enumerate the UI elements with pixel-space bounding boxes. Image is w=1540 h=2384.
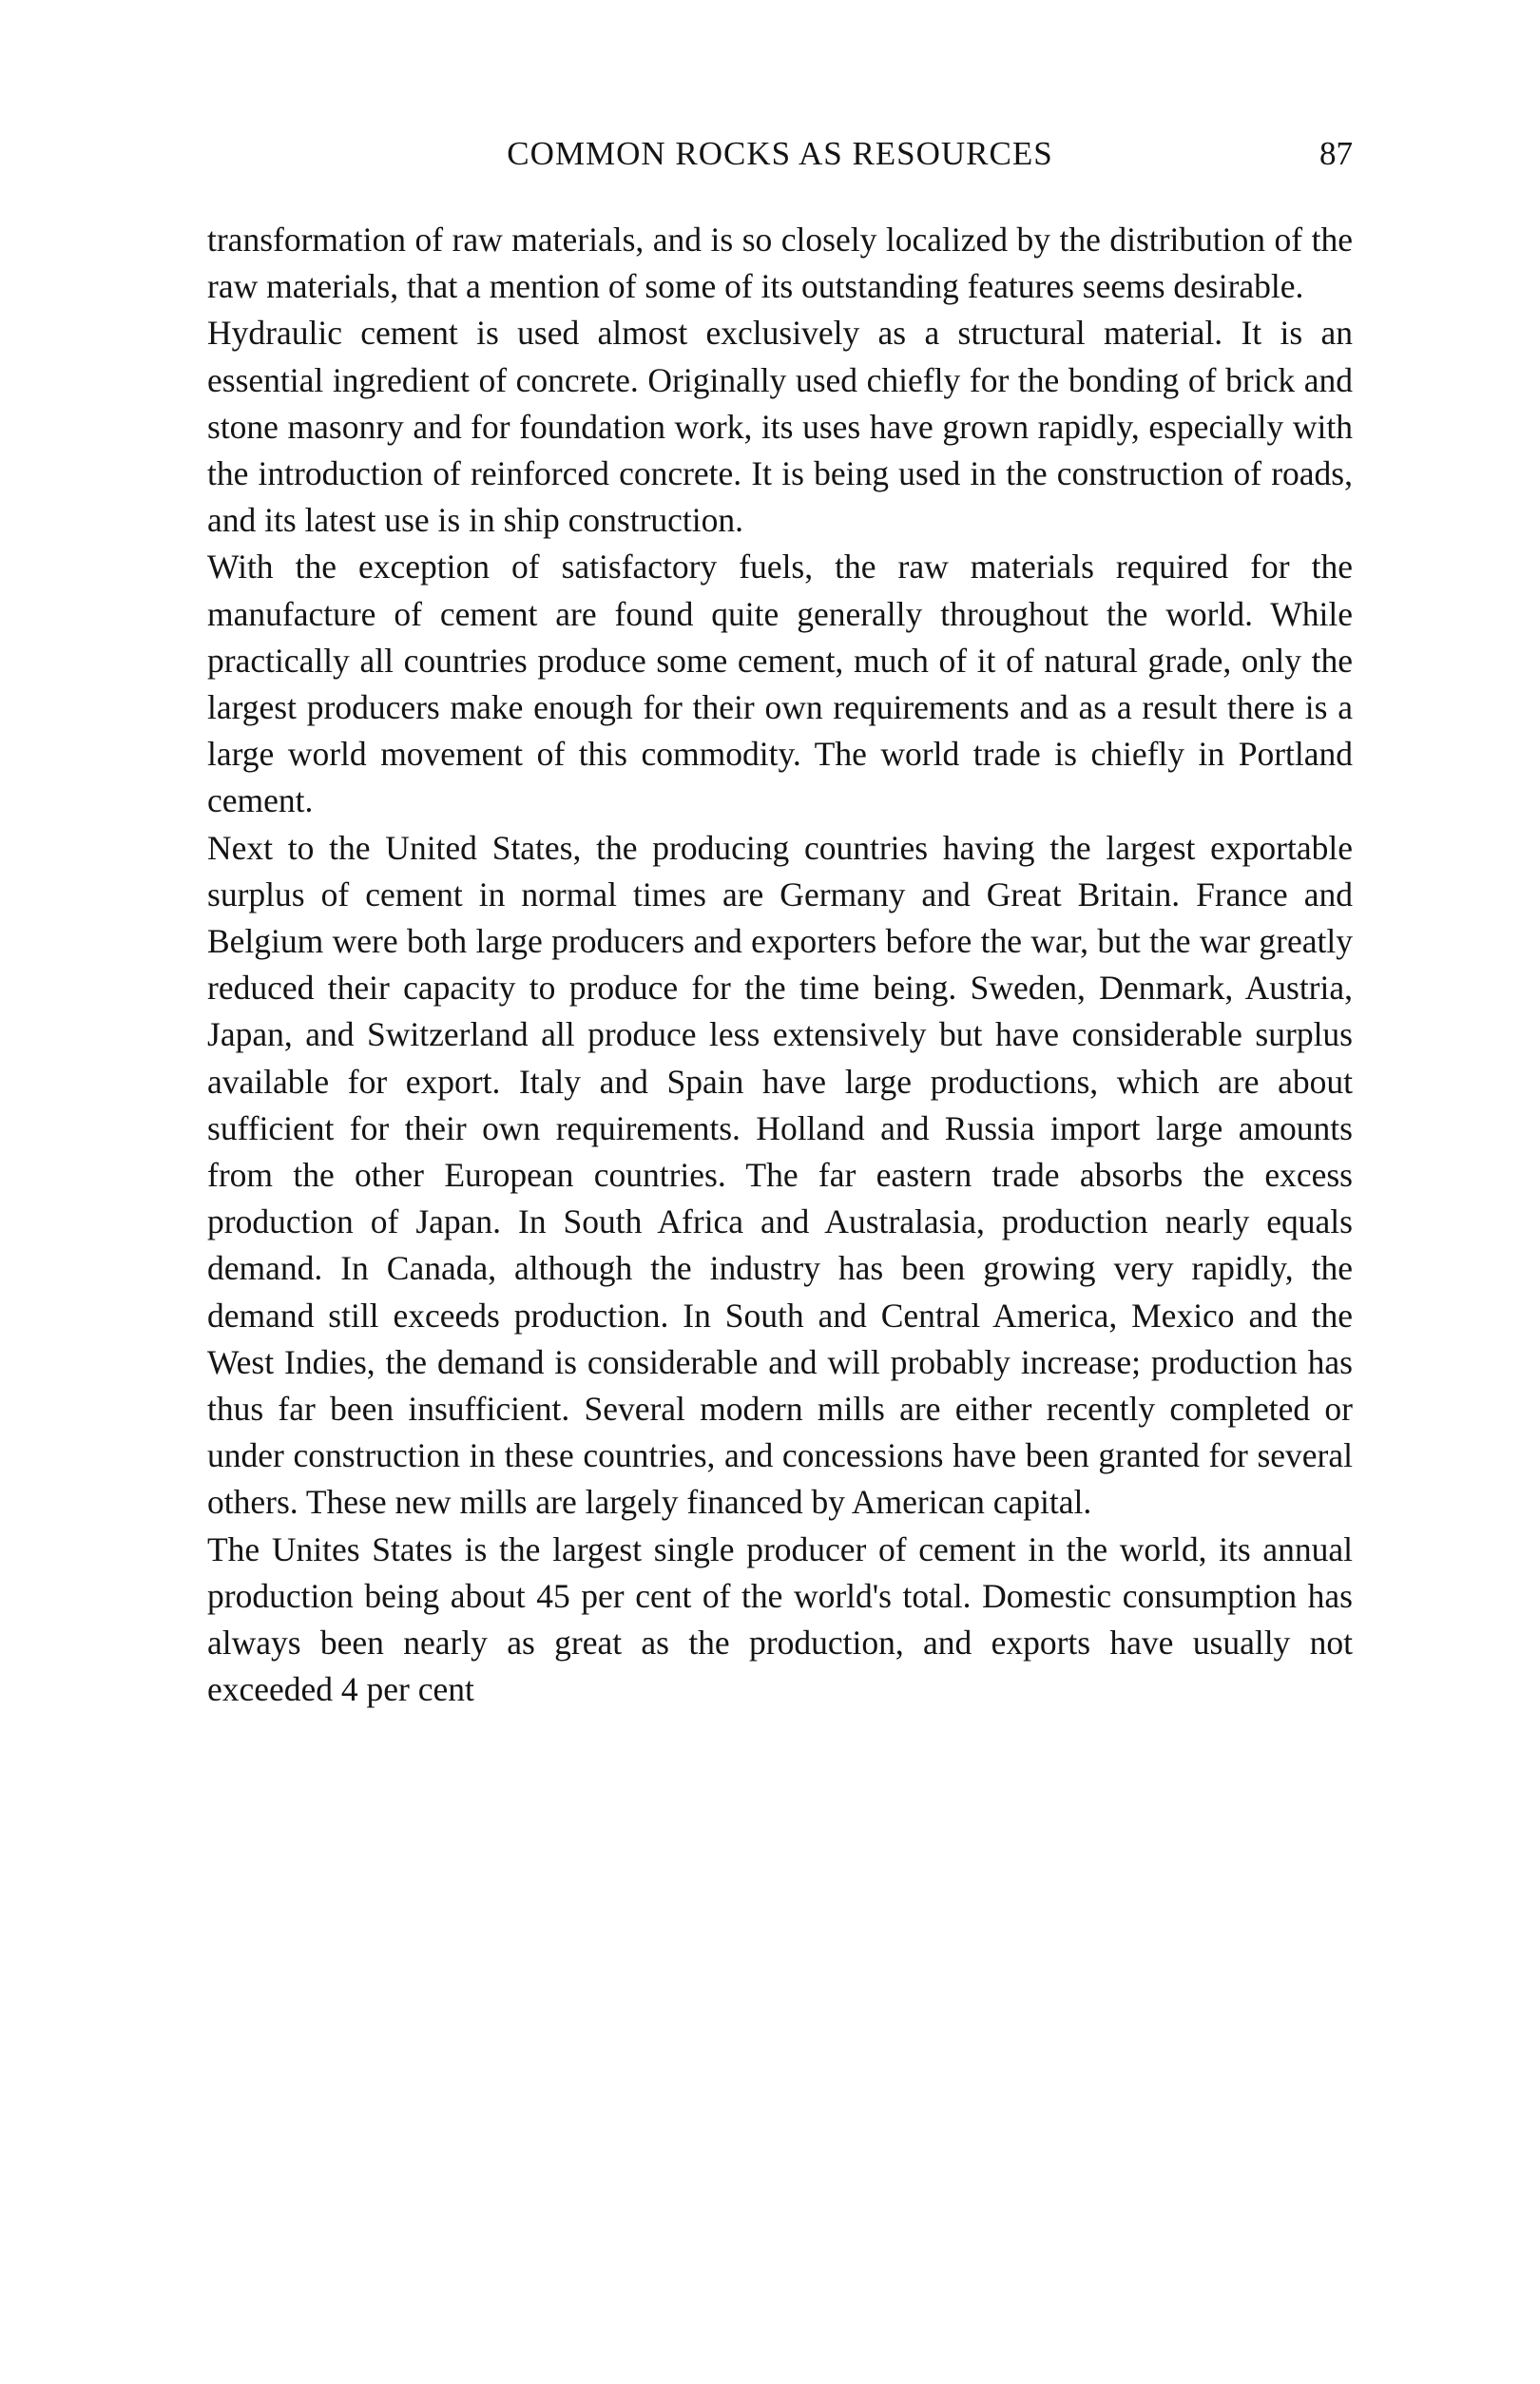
paragraph-united-states: The Unites States is the largest single producer of cement in the world, its annual production being about 45 per cent of the world's total. Domestic consumption has always been nearly as great as the production, and exports have usually not exceeded 4 per cent xyxy=(207,1529,1353,1709)
paragraph-raw-materials: With the exception of satisfactory fuels, the raw materials required for the manufacture of cement are found quite generally throughout the world. While practically all countries produce some cement, much of it of natural grade, only the largest producers make enough for their own requirements and as a result there is a large world movement of this commodity. The world trade is chiefly in Portland cement. xyxy=(207,548,1353,820)
paragraph-continuation: transformation of raw materials, and is so closely localized by the distribution of the raw materials, that a mention of some of its outstanding features seems desirable. xyxy=(207,221,1353,306)
body-text xyxy=(207,217,1353,1714)
page-header xyxy=(207,129,1353,179)
page-number: 87 xyxy=(1319,135,1353,172)
paragraph-hydraulic-cement: Hydraulic cement is used almost exclusively as a structural material. It is an essential ingredient of concrete. Originally used chiefly for the bonding of brick and stone masonry and for foundation work, its uses have grown rapidly, especially with the introduction of reinforced concrete. It is being used in the construction of roads, and its latest use is in ship construction. xyxy=(207,314,1353,540)
paragraph-exporting-countries: Next to the United States, the producing countries having the largest exportable surplus of cement in normal times are Germany and Great Britain. France and Belgium were both large producers and exporters before the war, but the war greatly reduced their capacity to produce for the time being. Sweden, Denmark, Austria, Japan, and Switzerland all produce less extensively but have considerable surplus available for export. Italy and Spain have large productions, which are about sufficient for their own requirements. Holland and Russia import large amounts from the other European countries. The far eastern trade absorbs the excess production of Japan. In South Africa and Australasia, production nearly equals demand. In Canada, although the industry has been growing very rapidly, the demand still exceeds production. In South and Central America, Mexico and the West Indies, the demand is considerable and will probably increase; production has thus far been insufficient. Several modern mills are either recently completed or under construction in these countries, and concessions have been granted for several others. These new mills are largely financed by American capital. xyxy=(207,828,1353,1522)
running-title: COMMON ROCKS AS RESOURCES xyxy=(507,135,1053,172)
